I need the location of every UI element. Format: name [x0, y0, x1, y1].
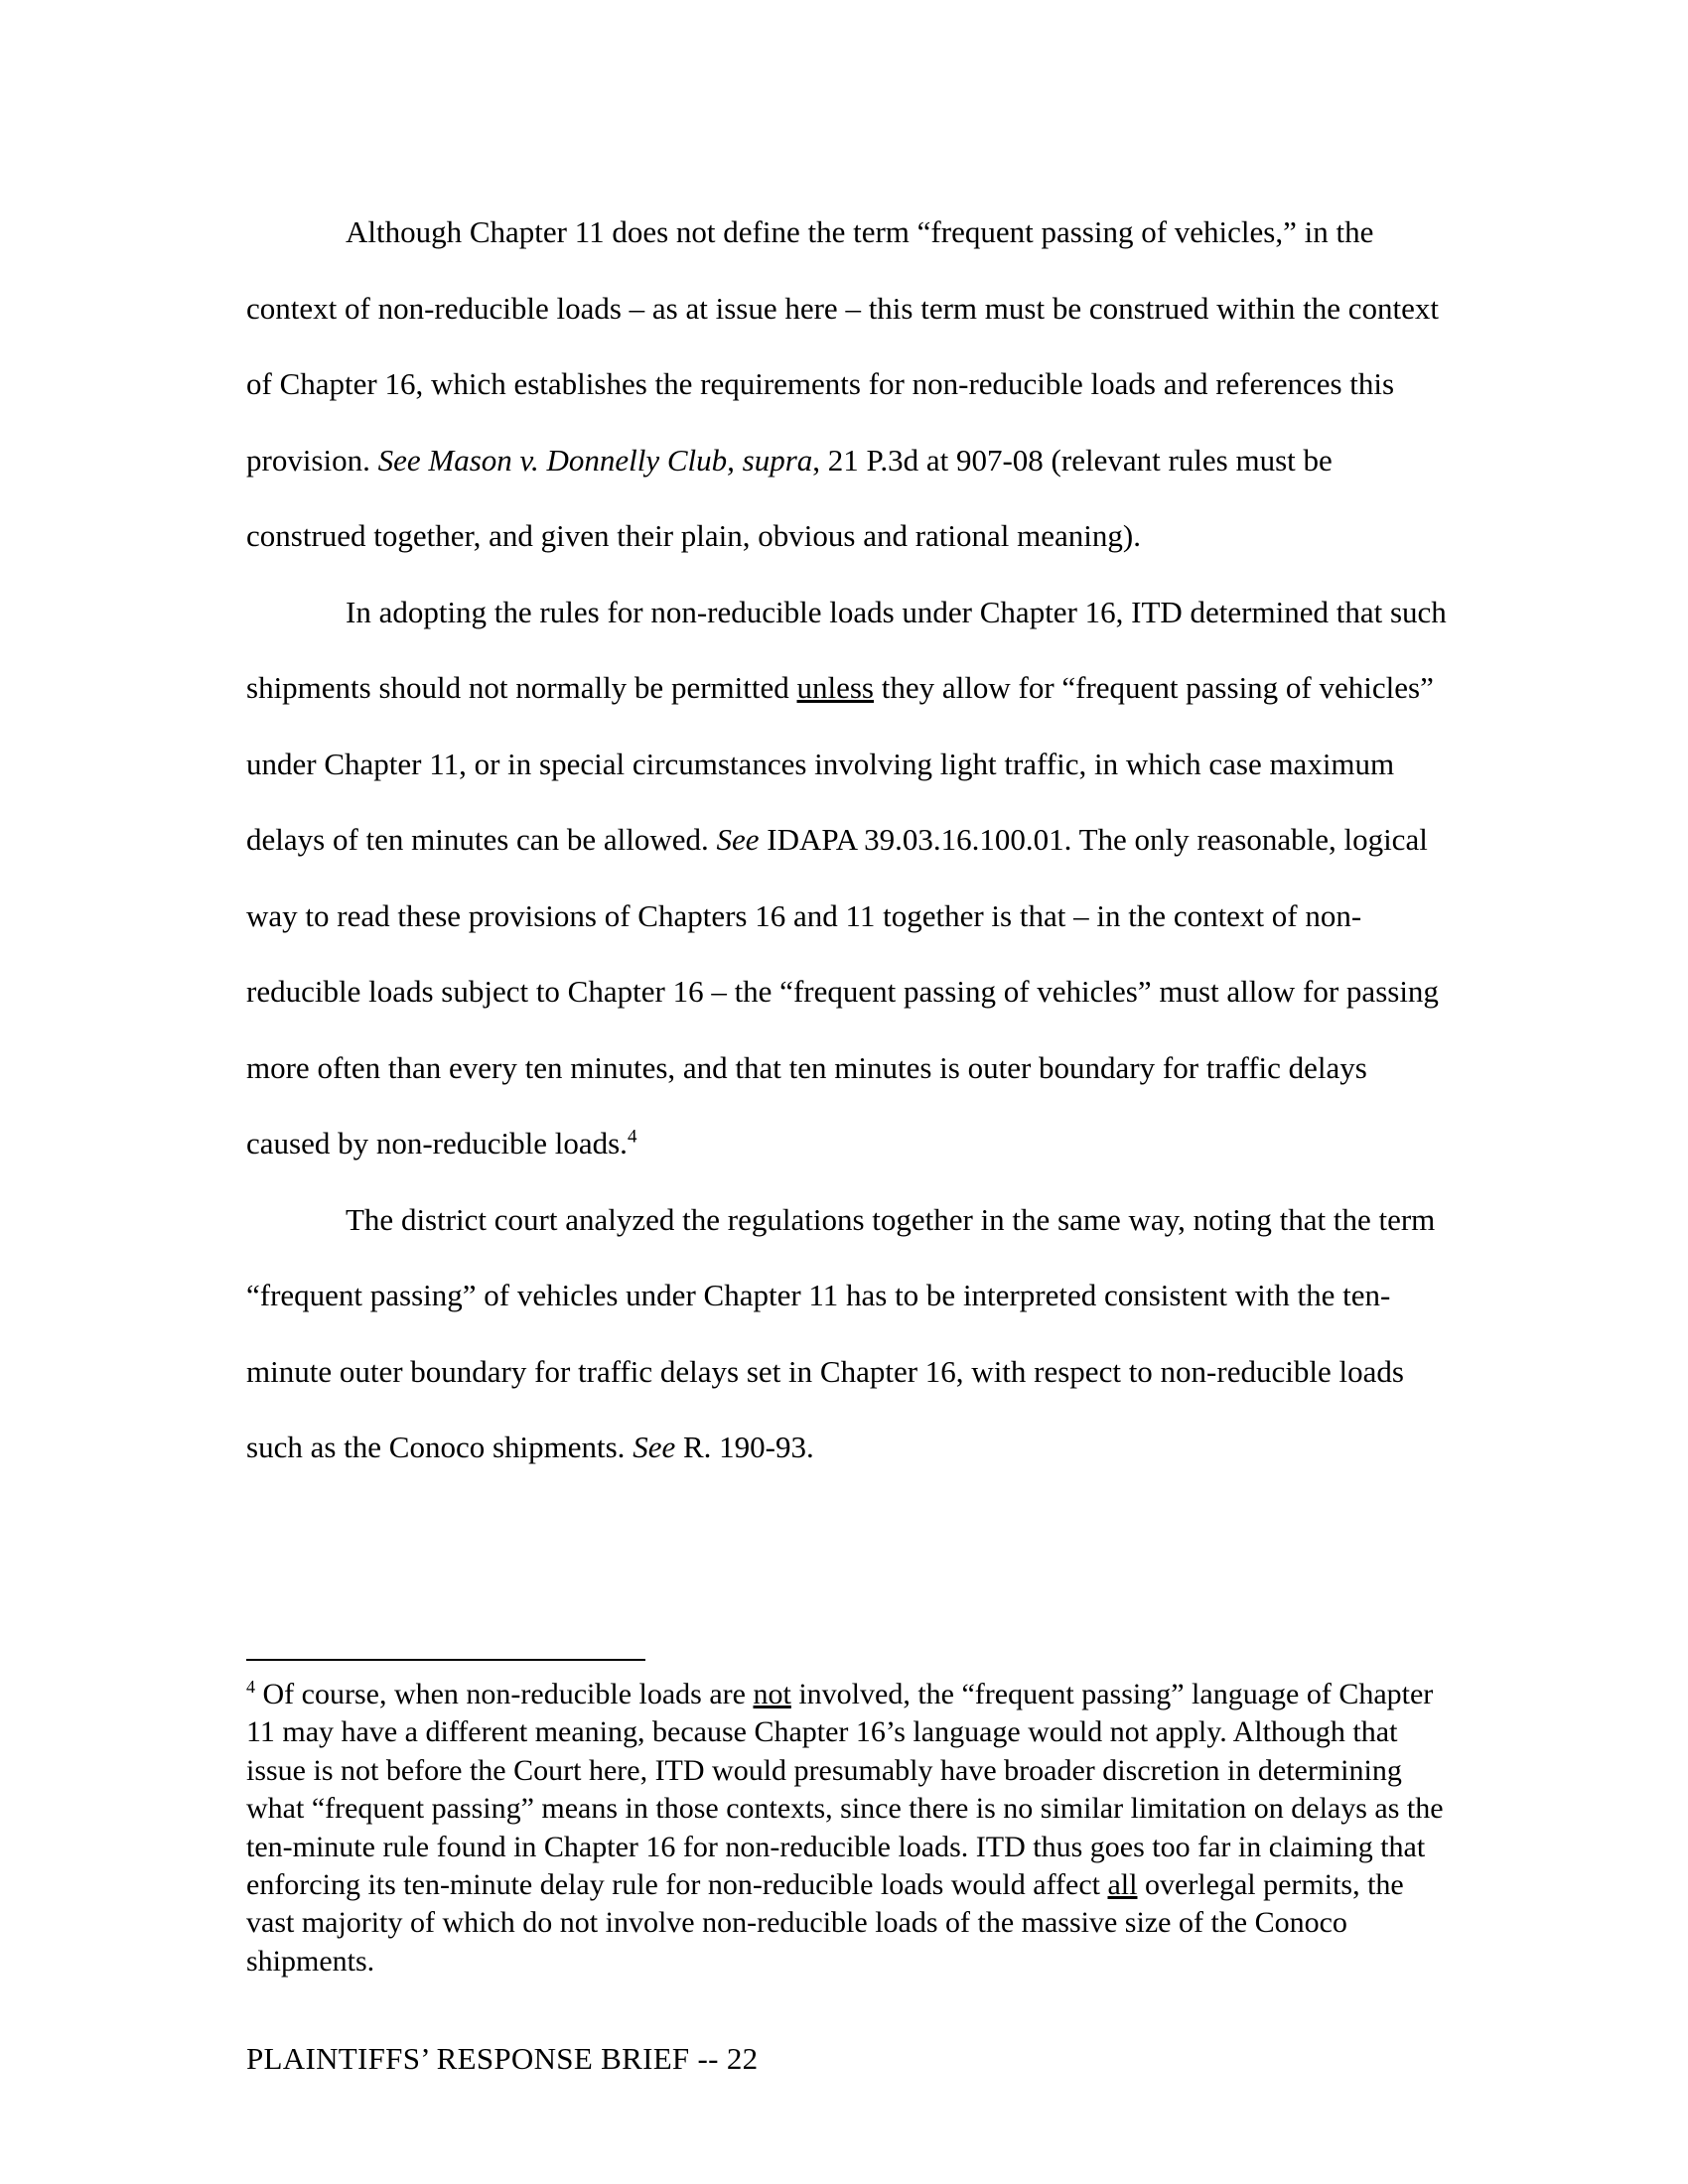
case-citation: See Mason v. Donnelly Club, supra [377, 442, 813, 478]
paragraph-1: Although Chapter 11 does not define the term “frequent passing of vehicles,” in the context of non-reducible loads – as at issue here – this term must be construed within the context of Chapter 16, which establishes the requirements for non-reducible loads and references this provision. See Mason v. Donnelly Club, supra, 21 P.3d at 907-08 (relevant rules must be construed together, and given their plain, obvious and rational meaning). [246, 214, 1439, 553]
footnote: $^4$ Of course, when non-reducible loads are not involved, the “frequent passing” language of Chapter 11 may have a different meaning, because Chapter 16’s language would not apply. Although that issue is not before the Court here, ITD would presumably have broader discretion in determining what “frequent passing” means in those contexts, since there is no similar limitation on delays as the ten-minute rule found in Chapter 16 for non-reducible loads. ITD thus goes too far in claiming that enforcing its ten-minute delay rule for non-reducible loads would affect all overlegal permits, the vast majority of which do not involve non-reducible loads of the massive size of the Conoco shipments. [246, 1677, 1444, 1978]
footnote-number: 4 [246, 1677, 255, 1697]
see-signal: See [633, 1430, 676, 1464]
underlined-word: not [753, 1678, 791, 1710]
see-signal: See [716, 822, 760, 857]
page-footer: PLAINTIFFS’ RESPONSE BRIEF -- 22 [246, 2041, 759, 2076]
footnote-reference: 4 [627, 1126, 637, 1148]
underlined-word: all [1107, 1868, 1138, 1902]
paragraph-3: The district court analyzed the regulations together in the same way, noting that the term “frequent passing” of vehicles under Chapter 11 has to be interpreted consistent with the ten-minute outer boundary for traffic delays set in Chapter 16, with respect to non-reducible loads such as the Conoco shipments. See R. 190-93. [246, 1201, 1436, 1464]
paragraph-2: In adopting the rules for non-reducible loads under Chapter 16, ITD determined that such shipments should not normally be permitted unless they allow for “frequent passing of vehicles” under Chapter 11, or in special circumstances involving light traffic, in which case maximum delays of ten minutes can be allowed. See IDAPA 39.03.16.100.01. The only reasonable, logical way to read these provisions of Chapters 16 and 11 together is that – in the context of non-reducible loads subject to Chapter 16 – the “frequent passing of vehicles” must allow for passing more often than every ten minutes, and that ten minutes is outer boundary for traffic delays caused by non-reducible loads.$^4$ [246, 594, 1447, 1160]
underlined-word: unless [796, 670, 874, 705]
body-text [246, 195, 1448, 1486]
footnote-divider [246, 1659, 645, 1661]
